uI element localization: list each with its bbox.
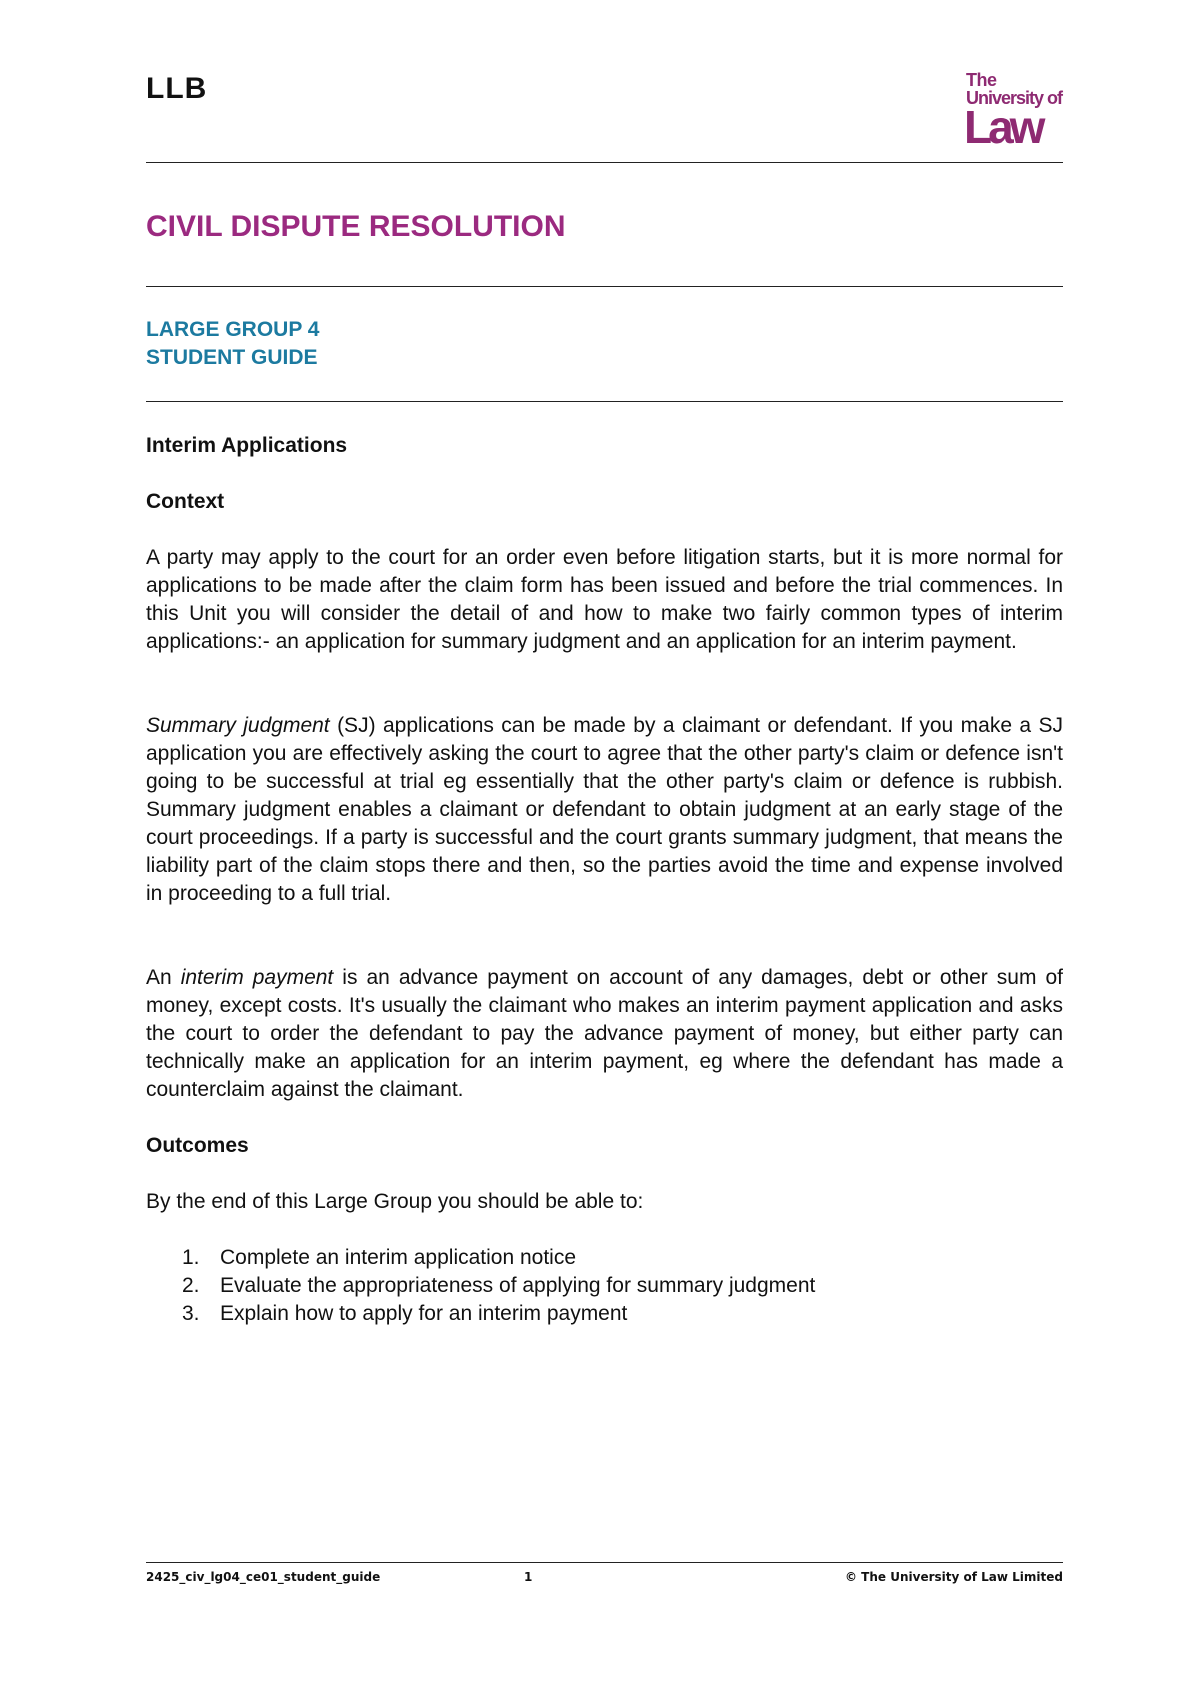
subtitle-divider — [146, 401, 1063, 402]
page-title: CIVIL DISPUTE RESOLUTION — [146, 210, 566, 243]
title-divider — [146, 286, 1063, 287]
list-item-number: 2. — [182, 1274, 200, 1297]
list-item-text: Complete an interim application notice — [220, 1246, 577, 1269]
logo-line-3: Law — [964, 101, 1042, 153]
list-item — [146, 1300, 815, 1328]
list-item-text: Evaluate the appropriateness of applying for summary judgment — [220, 1274, 816, 1297]
logo-line-1: The — [966, 70, 997, 90]
context-paragraph-3 — [146, 964, 1063, 1104]
outcomes-intro: By the end of this Large Group you should be able to: — [146, 1190, 644, 1213]
list-item-number: 3. — [182, 1302, 200, 1325]
list-item — [146, 1244, 815, 1272]
list-item-text: Explain how to apply for an interim payment — [220, 1302, 628, 1325]
logo-line-2: University of — [966, 88, 1063, 108]
footer-copyright: © The University of Law Limited — [845, 1570, 1063, 1584]
subtitle-guide: STUDENT GUIDE — [146, 346, 318, 369]
term-interim-payment: interim payment — [180, 966, 334, 989]
term-summary-judgment: Summary judgment — [146, 714, 330, 737]
header-divider — [146, 162, 1063, 163]
program-label: LLB — [146, 72, 208, 105]
list-item — [146, 1272, 815, 1300]
section-heading: Interim Applications — [146, 434, 348, 457]
footer-divider — [146, 1562, 1063, 1563]
footer-doc-code: 2425_civ_lg04_ce01_student_guide — [146, 1570, 381, 1584]
paragraph-3-lead: An — [146, 966, 181, 989]
paragraph-2-text: (SJ) applications can be made by a claimant or defendant. If you make a SJ application you are effectively asking the court to agree that the other party's claim or defence isn't going to be successful at trial eg essentially that the other party's claim or defence is rubbish. Summary judgment enables a claimant or defendant to obtain judgment at an early stage of the court proceedings. If a party is successful and the court grants summary judgment, that means the liability part of the claim stops there and then, so the parties avoid the time and expense involved in proceeding to a full trial. — [146, 714, 1063, 905]
subtitle-group: LARGE GROUP 4 — [146, 318, 320, 341]
outcomes-heading: Outcomes — [146, 1134, 249, 1157]
context-paragraph-1: A party may apply to the court for an order even before litigation starts, but it is more normal for applications to be made after the claim form has been issued and before the trial commences. In this Unit you will consider the detail of and how to make two fairly common types of interim applications:- an application for summary judgment and an application for an interim payment. — [146, 546, 1063, 653]
university-logo — [964, 70, 1063, 153]
list-item-number: 1. — [182, 1246, 200, 1269]
paragraph-3-text: is an advance payment on account of any damages, debt or other sum of money, except costs. It's usually the claimant who makes an interim payment application and asks the court to order the defendant to pay the advance payment of money, but either party can technically make an application for an interim payment, eg where the defendant has made a counterclaim against the claimant. — [146, 966, 1064, 1101]
context-heading: Context — [146, 490, 225, 513]
context-paragraph-2 — [146, 712, 1063, 908]
footer-page-number: 1 — [524, 1570, 533, 1584]
outcomes-list — [146, 1244, 815, 1328]
